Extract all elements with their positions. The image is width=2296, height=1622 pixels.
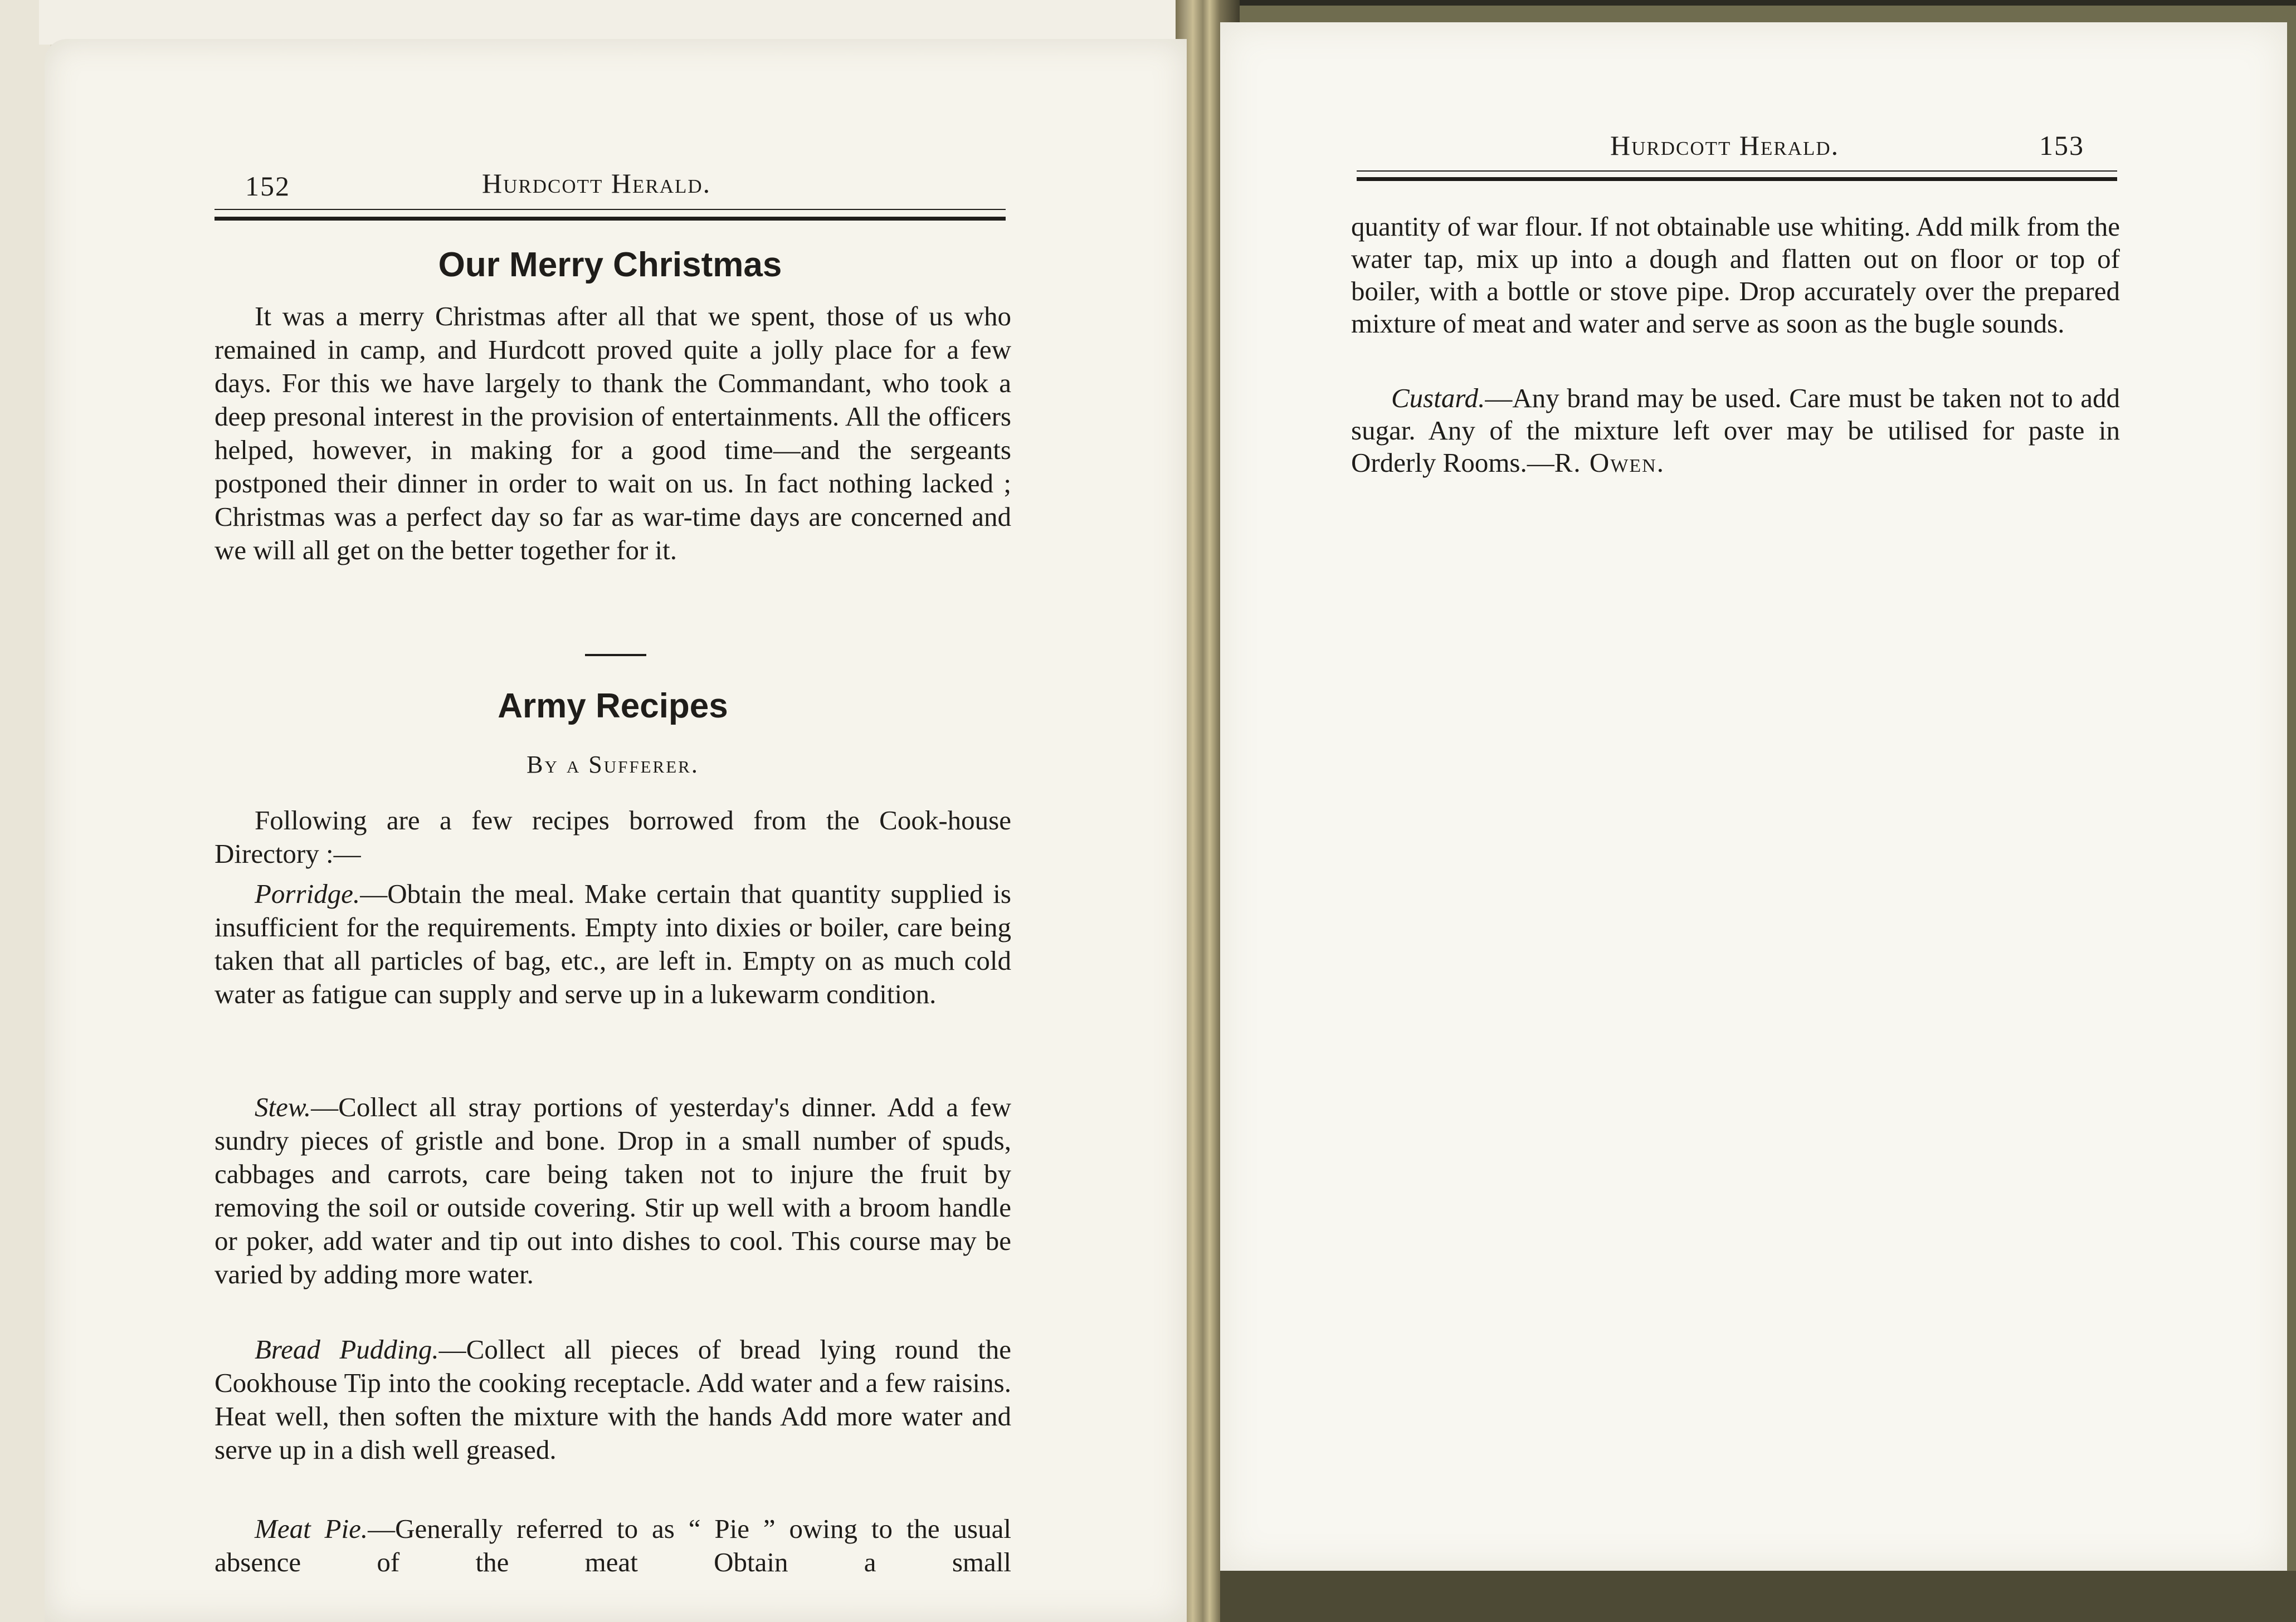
meat-pie-continuation: quantity of war flour. If not obtainable use whiting. Add milk from the water tap, mix up into a dough and flatten out on floor or top of boiler, with a bottle or stove pipe. Drop accurately over the prepared mixture of meat and water and serve as soon as the bugle sounds. bbox=[1351, 211, 2120, 339]
recipes-byline: By a Sufferer. bbox=[527, 751, 699, 778]
right-header-rule-bottom bbox=[1357, 177, 2117, 181]
recipe-stew: Stew.—Collect all stray portions of yesterday's dinner. Add a few sundry pieces of gristle and bone. Drop in a small number of spuds, cabbages and carrots, care being taken not to injure the fruit by removing the soil or outside covering. Stir up well with a broom handle or poker, add water and tip out into dishes to cool. This course may be varied by adding more water. bbox=[215, 1092, 1011, 1289]
left-header-rule-bottom bbox=[215, 217, 1006, 221]
section-divider bbox=[585, 654, 646, 656]
left-running-head: Hurdcott Herald. bbox=[482, 168, 711, 199]
article-title-christmas: Our Merry Christmas bbox=[438, 246, 782, 284]
recipe-custard: Custard.—Any brand may be used. Care must be taken not to add sugar. Any of the mixture left over may be utilised for paste in Orderly Rooms.—R. Owen. bbox=[1351, 383, 2120, 478]
recipes-intro: Following are a few recipes borrowed from the Cook-house Directory :— bbox=[215, 805, 1011, 869]
recipe-meat-pie: Meat Pie.—Generally referred to as “ Pie ” owing to the usual absence of the meat Obtain a small bbox=[215, 1513, 1011, 1577]
page-behind-left bbox=[39, 0, 1176, 45]
author-signature: R. Owen. bbox=[1554, 447, 1665, 478]
left-page-number: 152 bbox=[245, 170, 290, 202]
christmas-body: It was a merry Christmas after all that we spent, those of us who remained in camp, and Hurdcott proved quite a jolly place for a few days. For this we have largely to thank the Commandant, who took a deep presonal interest in the provision of entertainments. All the officers helped, however, in making for a good time—and the sergeants postponed their dinner in order to wait on us. In fact nothing lacked ; Christmas was a perfect day so far as war-time days are concerned and we will all get on the better together for it. bbox=[215, 301, 1011, 565]
right-page-number: 153 bbox=[2039, 130, 2084, 161]
left-header-rule-top bbox=[215, 209, 1006, 210]
recipe-bread-pudding: Bread Pudding.—Collect all pieces of bread lying round the Cookhouse Tip into the cooking receptacle. Add water and a few raisins. Heat well, then soften the mixture with the hands Add more water and serve up in a dish well greased. bbox=[215, 1334, 1011, 1465]
left-binding-edge bbox=[0, 0, 50, 1622]
cover-bottom-edge bbox=[1220, 1571, 2296, 1622]
right-running-head: Hurdcott Herald. bbox=[1610, 130, 1840, 161]
article-title-recipes: Army Recipes bbox=[498, 687, 728, 725]
right-header-rule-top bbox=[1357, 170, 2117, 172]
recipe-porridge: Porridge.—Obtain the meal. Make certain that quantity supplied is insufficient for the requirements. Empty into dixies or boiler, care being taken that all particles of bag, etc., are left in. Empty on as much cold water as fatigue can supply and serve up in a lukewarm condition. bbox=[215, 878, 1011, 1009]
